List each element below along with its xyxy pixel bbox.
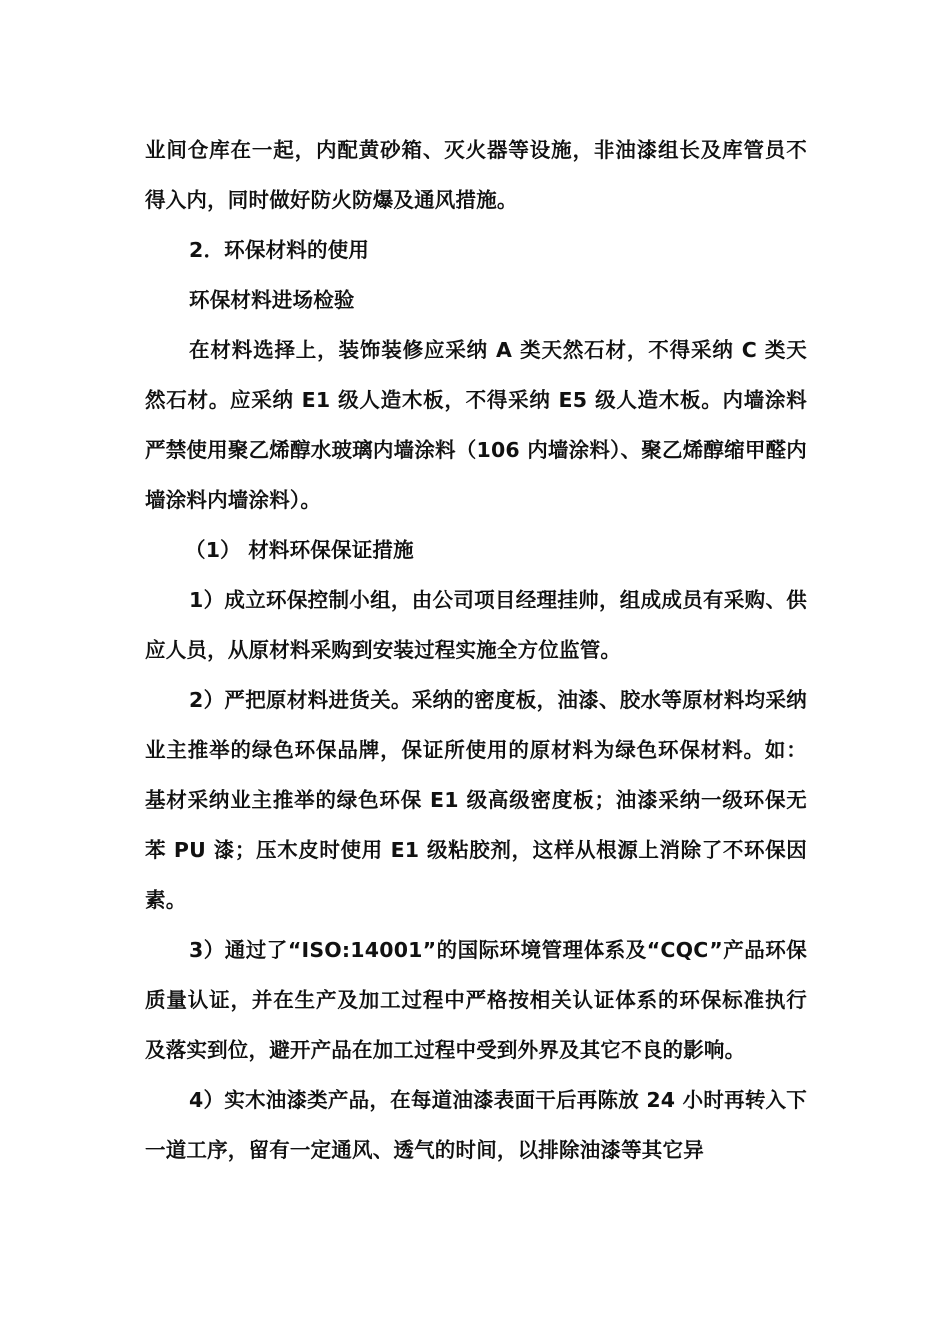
list-item-1: 1）成立环保控制小组，由公司项目经理挂帅，组成成员有采购、供应人员，从原材料采购到安装过程实施全方位监管。 bbox=[145, 588, 807, 662]
paragraph-storage-continuation: 业间仓库在一起，内配黄砂箱、灭火器等设施，非油漆组长及库管员不得入内，同时做好防火防爆及通风措施。 bbox=[145, 138, 807, 212]
subheading-eco-guarantee-measures: （1） 材料环保保证措施 bbox=[185, 538, 414, 562]
list-item-3: 3）通过了“ISO:14001”的国际环境管理体系及“CQC”产品环保质量认证，并在生产及加工过程中严格按相关认证体系的环保标准执行及落实到位，避开产品在加工过程中受到外界及其它不良的影响。 bbox=[145, 938, 807, 1062]
section-heading-eco-materials: 2．环保材料的使用 bbox=[189, 238, 370, 262]
list-item-4: 4）实木油漆类产品，在每道油漆表面干后再陈放 24 小时再转入下一道工序，留有一定通风、透气的时间，以排除油漆等其它异 bbox=[145, 1088, 807, 1162]
subheading-material-inspection: 环保材料进场检验 bbox=[189, 288, 355, 312]
paragraph-material-selection: 在材料选择上，装饰装修应采纳 A 类天然石材，不得采纳 C 类天然石材。应采纳 E1 级人造木板，不得采纳 E5 级人造木板。内墙涂料严禁使用聚乙烯醇水玻璃内墙涂料（106 内墙涂料）、聚乙烯醇缩甲醛内墙涂料内墙涂料）。 bbox=[145, 338, 807, 512]
list-item-2: 2）严把原材料进货关。采纳的密度板，油漆、胶水等原材料均采纳业主推举的绿色环保品牌，保证所使用的原材料为绿色环保材料。如：基材采纳业主推举的绿色环保 E1 级高级密度板；油漆采纳一级环保无苯 PU 漆；压木皮时使用 E1 级粘胶剂，这样从根源上消除了不环保因素。 bbox=[145, 688, 807, 912]
document-body bbox=[145, 125, 807, 1175]
